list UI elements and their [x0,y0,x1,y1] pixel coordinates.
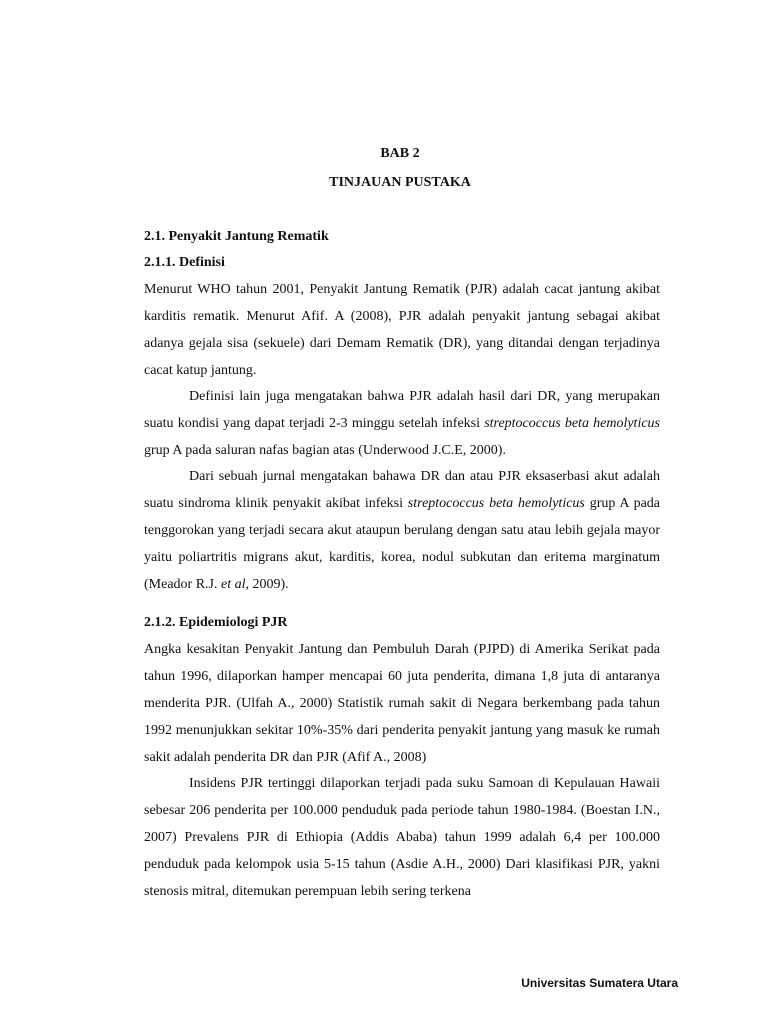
chapter-number: BAB 2 [380,146,420,161]
paragraph-text: Dari sebuah jurnal mengatakan bahawa DR dan atau PJR eksaserbasi akut adalah suatu sindroma klinik penyakit akibat infeksi [144,469,660,511]
subsection-heading-epidemiologi: 2.1.2. Epidemiologi PJR [144,615,288,630]
paragraph-epidemiologi-1: Angka kesakitan Penyakit Jantung dan Pembuluh Darah (PJPD) di Amerika Serikat pada tahun 1996, dilaporkan hamper mencapai 60 juta penderita, dimana 1,8 juta di antaranya menderita PJR. (Ulfah A., 2000) Statistik rumah sakit di Negara berkembang pada tahun 1992 menunjukkan sekitar 10%-35% dari penderita penyakit jantung yang masuk ke rumah sakit adalah penderita DR dan PJR (Afif A., 2008) [144,642,660,765]
paragraph-text: , 2009). [245,577,289,592]
paragraph-text: grup A pada saluran nafas bagian atas (Underwood J.C.E, 2000). [144,443,506,458]
section-heading: 2.1. Penyakit Jantung Rematik [144,229,329,244]
paragraph-definisi-1: Menurut WHO tahun 2001, Penyakit Jantung Rematik (PJR) adalah cacat jantung akibat karditis rematik. Menurut Afif. A (2008), PJR adalah penyakit jantung sebagai akibat adanya gejala sisa (sekuele) dari Demam Rematik (DR), yang ditandai dengan terjadinya cacat katup jantung. [144,282,660,378]
paragraph-definisi-3 [144,463,660,598]
italic-term: streptococcus beta hemolyticus [484,416,660,431]
paragraph-epidemiologi-2: Insidens PJR tertinggi dilaporkan terjadi pada suku Samoan di Kepulauan Hawaii sebesar 206 penderita per 100.000 penduduk pada periode tahun 1980-1984. (Boestan I.N., 2007) Prevalens PJR di Ethiopia (Addis Ababa) tahun 1999 adalah 6,4 per 100.000 penduduk pada kelompok usia 5-15 tahun (Asdie A.H., 2000) Dari klasifikasi PJR, yakni stenosis mitral, ditemukan perempuan lebih sering terkena [144,776,660,899]
paragraph-text: Definisi lain juga mengatakan bahwa PJR adalah hasil dari DR, yang merupakan suatu kondisi yang dapat terjadi 2-3 minggu setelah infeksi [144,389,660,431]
subsection-heading-definisi: 2.1.1. Definisi [144,255,225,270]
paragraph-definisi-2 [144,383,660,464]
footer-institution: Universitas Sumatera Utara [521,976,678,990]
italic-term: et al [221,577,246,592]
chapter-title: TINJAUAN PUSTAKA [329,175,471,190]
paragraph-text: grup A pada tenggorokan yang terjadi secara akut ataupun berulang dengan satu atau lebih gejala mayor yaitu poliartritis migrans akut, karditis, korea, nodul subkutan dan eritema marginatum (Meador R.J. [144,496,661,592]
italic-term: streptococcus beta hemolyticus [407,496,585,511]
